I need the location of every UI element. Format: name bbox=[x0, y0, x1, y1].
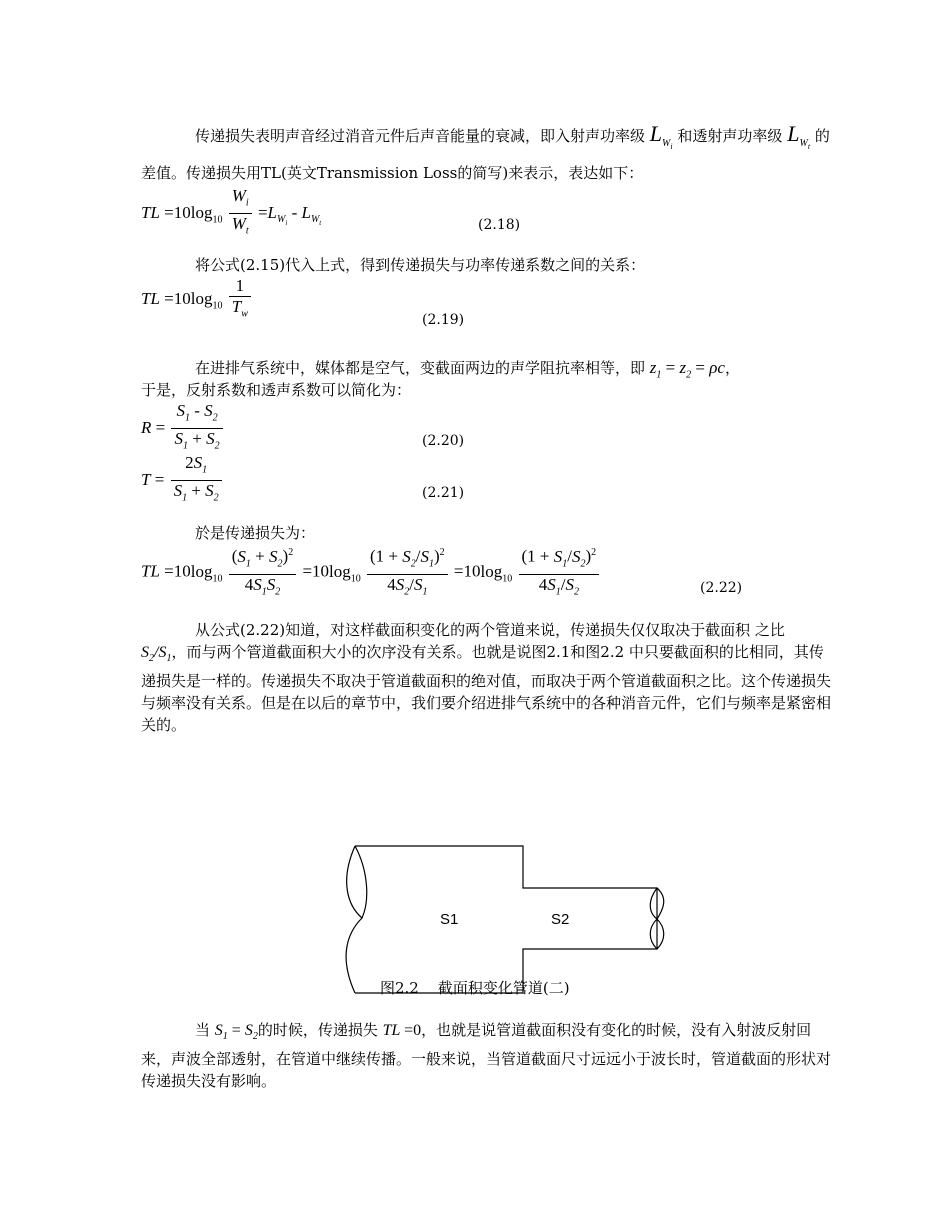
pipe-break-right bbox=[650, 888, 664, 949]
paragraph-text: 当 bbox=[195, 1021, 211, 1039]
math-lwi: $L_{W_i}$ bbox=[649, 121, 673, 152]
pipe-outline bbox=[355, 846, 657, 993]
paragraph-equal-areas bbox=[141, 1019, 833, 1092]
math-impedance-equality: $z_1 = z_2 = \rho c$ bbox=[649, 358, 725, 381]
label-s1: S1 bbox=[440, 911, 459, 928]
paragraph-text: 从公式(2.22)知道，对这样截面积变化的两个管道来说，传递损失仅仅取决于截面积 bbox=[195, 621, 751, 639]
math-s1-equals-s2: $S_1 = S_2$ bbox=[214, 1022, 258, 1043]
equation-number: (2.20) bbox=[422, 433, 465, 449]
equation-number: (2.21) bbox=[422, 485, 465, 501]
pipe-break-left-outer bbox=[346, 846, 362, 993]
paragraph-text: ， bbox=[724, 359, 740, 377]
paragraph-text: 和透射声功 bbox=[677, 127, 753, 145]
paragraph-text: ，也就是说管道截面积没有变化的时候，没有入射波反射回来，声波全部透射，在管道中继续传播。一般来说，当管道截面尺寸远远小于波长时，管道截面的形状对传递损失没有影响。 bbox=[141, 1021, 832, 1091]
paragraph-tl-definition bbox=[141, 121, 833, 186]
pipe-break-left-inner bbox=[355, 846, 367, 918]
equation-number: (2.18) bbox=[478, 217, 521, 233]
equation-2-19: TL $=10\log_{10}$ $\frac{1}{T_w}$ bbox=[141, 276, 253, 324]
paragraph-text: 的差值。传递损失用TL(英文Transmission Loss的简写)来表示，表达如下： bbox=[141, 127, 830, 183]
paragraph-text: 将公式(2.15)代入上式，得到传递损失与功率传递系数之间的关系： bbox=[195, 256, 646, 274]
equation-2-21: T = $\frac{2S_1}{S_1 + S_2}$ bbox=[141, 453, 224, 509]
paragraph-text: 于是，反射系数和透声系数可以简化为： bbox=[141, 381, 412, 399]
paragraph-substitution bbox=[141, 254, 833, 276]
paragraph-text: 在进排气系统中，媒体都是空气，变截面两边的声学阻抗率相等，即 bbox=[195, 359, 646, 377]
math-area-ratio: $S_2/S_1$ bbox=[141, 644, 172, 665]
math-lwt: $L_{W_t}$ bbox=[787, 121, 811, 152]
equation-2-18: TL $=10\log_{10}$ $\frac{W_i}{W_t}$ $=L_{W_i} - L_{W_t}$ bbox=[141, 186, 322, 237]
equation-2-22: TL $=10\log_{10}$ $\frac{(S_1 + S_2)^2}{4S_1S_2}$ $=10\log_{10}$ $\frac{(1 + S_2/S_1)^2}{4S_2/S_1}$ $=10\log_{10}$ $\frac{(1 + S_1/S_2)^2}{4S_1/S_2}$ bbox=[141, 543, 601, 602]
equation-number: (2.22) bbox=[700, 580, 743, 596]
paragraph-continuation bbox=[141, 379, 833, 401]
paragraph-conclusion bbox=[141, 619, 833, 736]
figure-caption: 图2.2 截面积变化管道(二) bbox=[380, 979, 570, 997]
equation-2-20: R = $\frac{S_1 - S_2}{S_1 + S_2}$ bbox=[141, 401, 225, 457]
paragraph-text: 之比 bbox=[754, 621, 785, 639]
paragraph-text: 於是传递损失为： bbox=[195, 524, 316, 542]
paragraph-text: 的时候，传递损失 bbox=[257, 1021, 378, 1039]
math-tl-zero: TL =0 bbox=[382, 1022, 422, 1039]
paragraph-text: 率级 bbox=[752, 127, 783, 145]
paragraph-tl-result bbox=[141, 522, 833, 544]
paragraph-text: 传递损失表明声音经过消音元件后声音能量的衰减，即入射声功率级 bbox=[195, 127, 646, 145]
paragraph-text: ，而与两个管道截面积大小的次序没有关系。也就是说图2.1和图2.2 中只要截面积的比相同，其传递损失是一样的。传递损失不取决于管道截面积的绝对值，而取决于两个管道截面积之比。这个传递损失与频率没有关系。但是在以后的章节中，我们要介绍进排气系统中的各种消音元件，它们与频率是紧密相关的。 bbox=[141, 643, 832, 735]
label-s2: S2 bbox=[551, 911, 570, 928]
equation-number: (2.19) bbox=[422, 312, 465, 328]
